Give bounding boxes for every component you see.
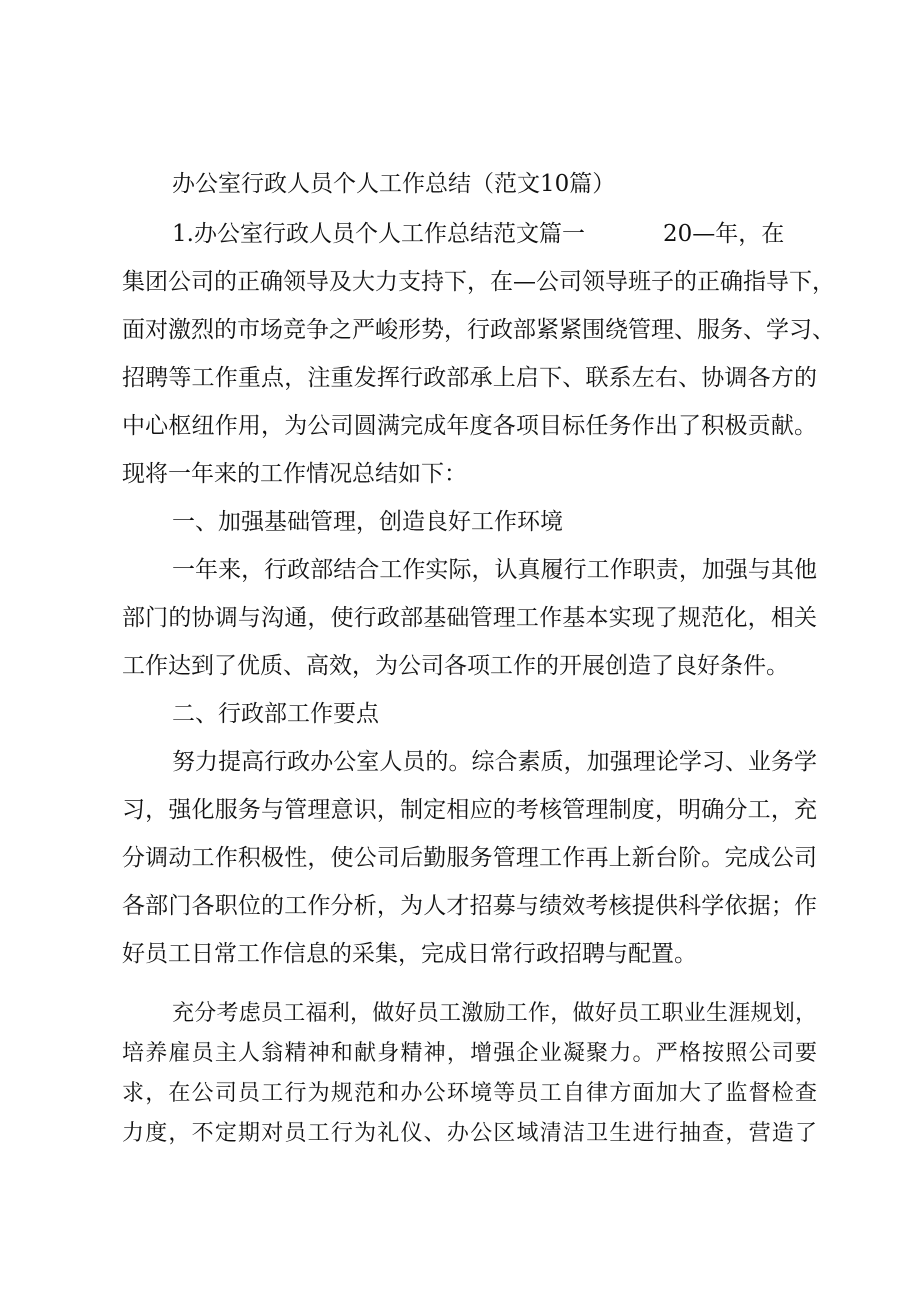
section-1-title: 一、加强基础管理，创造良好工作环境	[172, 509, 563, 535]
intro-line: 面对激烈的市场竞争之严峻形势，行政部紧紧围绕管理、服务、学习、	[122, 317, 835, 343]
section-3-line: 充分考虑员工福利，做好员工激励工作，做好员工职业生涯规划，	[172, 1001, 817, 1026]
intro-line: 集团公司的正确领导及大力支持下，在—公司领导班子的正确指导下，	[122, 269, 835, 295]
section-2-line: 努力提高行政办公室人员的。综合素质，加强理论学习、业务学	[172, 749, 817, 775]
intro-line: 招聘等工作重点，注重发挥行政部承上启下、联系左右、协调各方的	[122, 365, 817, 391]
section-2-title: 二、行政部工作要点	[172, 701, 379, 727]
intro-line-last: 现将一年来的工作情况总结如下：	[122, 461, 467, 487]
section-2-line: 习，强化服务与管理意识，制定相应的考核管理制度，明确分工，充	[122, 797, 817, 823]
heading-1-left: 1.办公室行政人员个人工作总结范文篇一	[172, 221, 585, 247]
section-3-line: 培养雇员主人翁精神和献身精神，增强企业凝聚力。严格按照公司要	[122, 1041, 817, 1066]
section-2-line: 各部门各职位的工作分析，为人才招募与绩效考核提供科学依据；作	[122, 893, 817, 919]
section-2-line-last: 好员工日常工作信息的采集，完成日常行政招聘与配置。	[122, 941, 697, 967]
section-3-line: 力度，不定期对员工行为礼仪、办公区域清洁卫生进行抽查，营造了	[122, 1121, 817, 1146]
section-1-line: 一年来，行政部结合工作实际，认真履行工作职责，加强与其他	[172, 557, 817, 583]
section-3-line: 求，在公司员工行为规范和办公环境等员工自律方面加大了监督检查	[122, 1081, 817, 1106]
intro-line: 中心枢纽作用，为公司圆满完成年度各项目标任务作出了积极贡献。	[122, 413, 817, 439]
heading-1-right: 20—年，在	[663, 221, 785, 247]
document-title: 办公室行政人员个人工作总结（范文10篇）	[172, 171, 616, 197]
section-2-line: 分调动工作积极性，使公司后勤服务管理工作再上新台阶。完成公司	[122, 845, 817, 871]
section-1-line: 部门的协调与沟通，使行政部基础管理工作基本实现了规范化，相关	[122, 605, 817, 631]
section-1-line-last: 工作达到了优质、高效，为公司各项工作的开展创造了良好条件。	[122, 653, 789, 679]
